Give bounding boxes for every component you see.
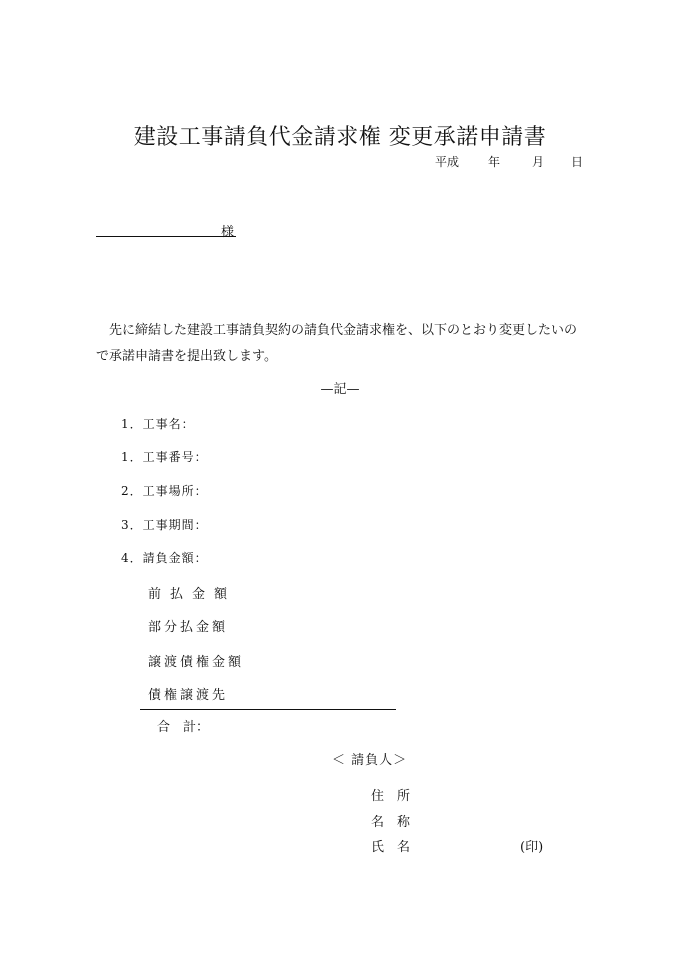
sub-item-advance-payment: 前払金額 [148,587,237,602]
item-project-name: 1．工事名： [121,417,195,431]
company-name-label: 名 称 [371,815,411,830]
date-day-label: 日 [571,155,584,169]
record-heading: —記— [320,382,360,397]
date-month-label: 月 [532,155,545,169]
contractor-heading: ＜ 請負人＞ [332,753,408,768]
date-era: 平成 [435,155,460,169]
recipient-suffix: 様 [221,225,235,240]
item-project-period: 3．工事期間： [121,518,208,532]
sub-item-transferred-claim: 譲渡債権金額 [148,655,245,670]
item-project-number: 1．工事番号： [121,450,208,464]
date-year-label: 年 [488,155,501,169]
person-name-label: 氏 名 [371,840,411,855]
total-divider [140,709,396,710]
sub-item-partial-payment: 部分払金額 [148,620,229,635]
sub-item-transferee: 債権譲渡先 [148,688,229,703]
address-label: 住 所 [371,789,411,804]
seal-mark: (印) [520,840,544,855]
item-project-location: 2．工事場所： [121,484,208,498]
document-title: 建設工事請負代金請求権 変更承諾申請書 [133,125,547,150]
total-label: 合 計： [157,720,210,735]
body-text: 先に締結した建設工事請負契約の請負代金請求権を、以下のとおり変更したいので承諾申請書を提出致します。 [96,323,578,364]
recipient-name-line [96,236,236,237]
item-contract-amount: 4．請負金額： [121,551,208,565]
